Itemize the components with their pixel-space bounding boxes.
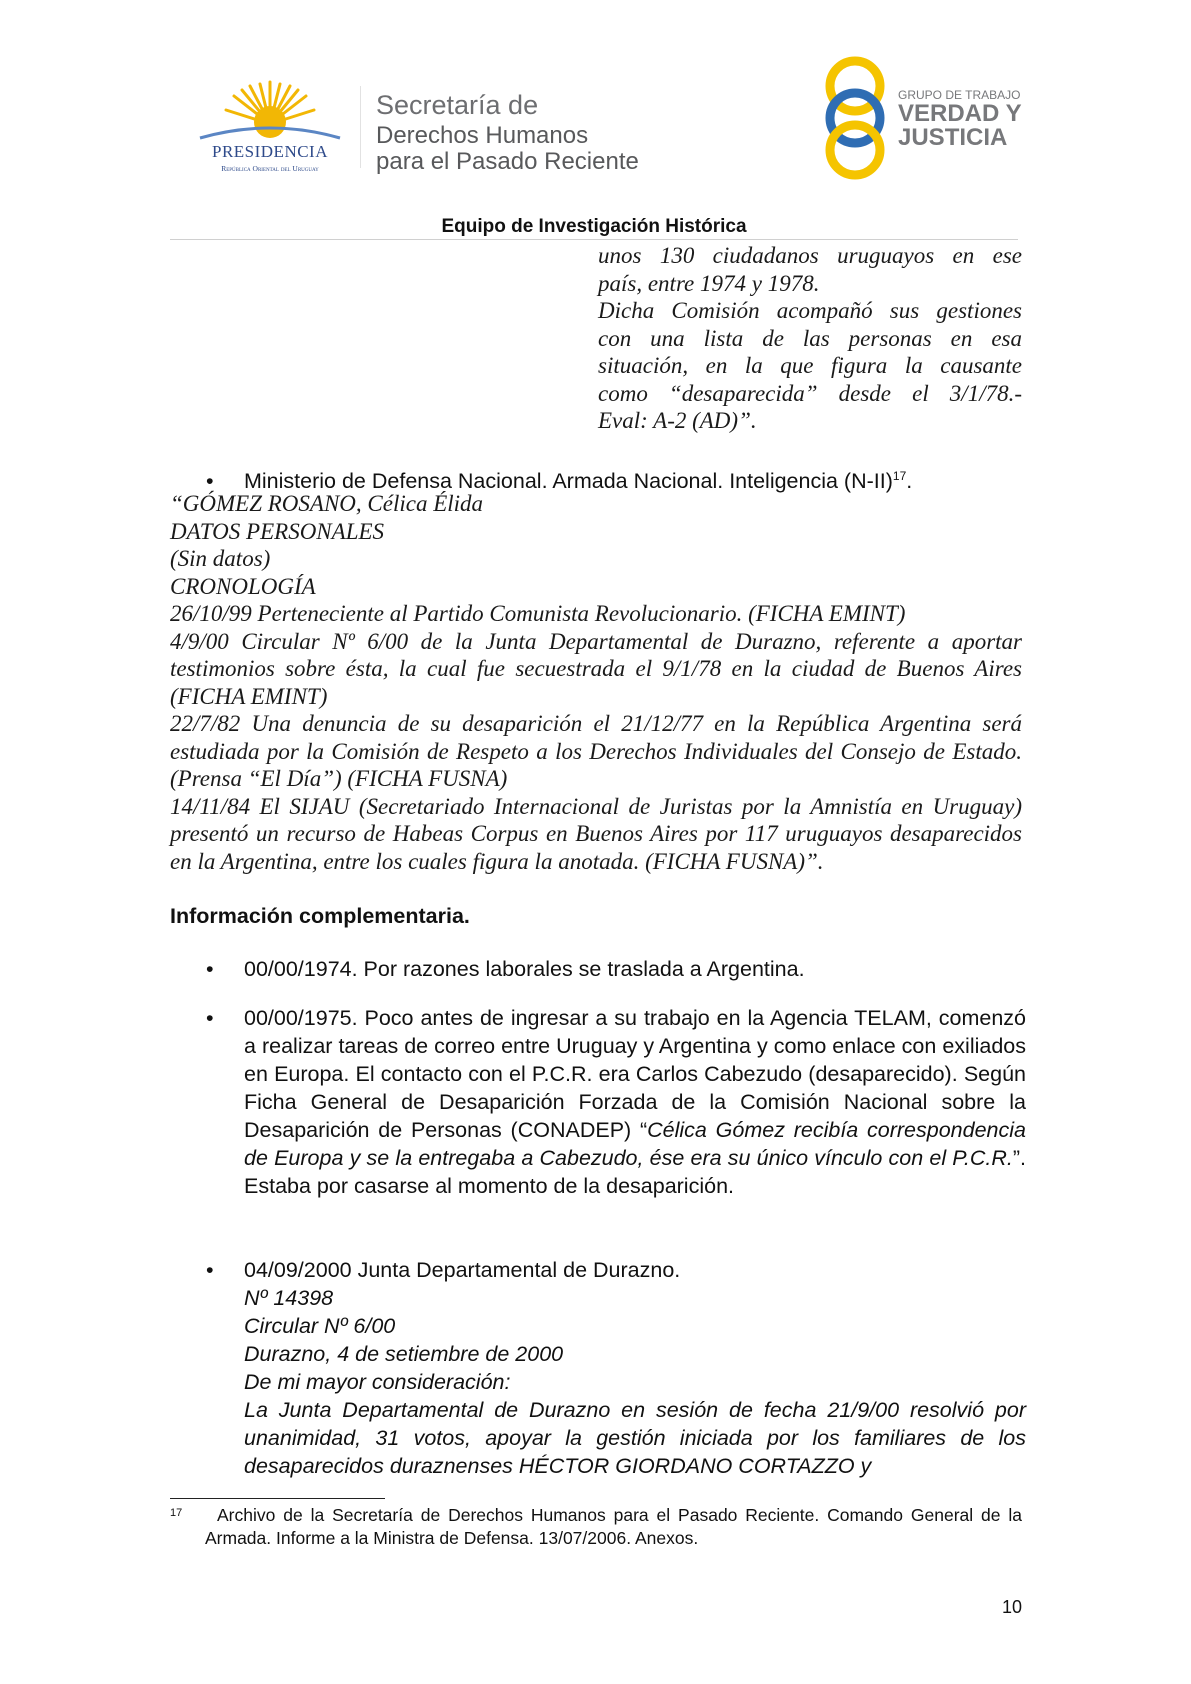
circular-line: Durazno, 4 de setiembre de 2000 — [244, 1342, 564, 1366]
circular-body: La Junta Departamental de Durazno en sesión de fecha 21/9/00 resolvió por unanimidad, 31 votos, apoyar la gestión iniciada por los familiares de los desaparecidos duraznenses HÉCTOR GIORDANO CORTAZZO y — [244, 1398, 1026, 1478]
circular-line: Circular Nº 6/00 — [244, 1314, 396, 1338]
complementaria-heading: Información complementaria. — [170, 904, 470, 928]
circular-line: Nº 14398 — [244, 1286, 334, 1310]
cronologia-entry: 4/9/00 Circular Nº 6/00 de la Junta Departamental de Durazno, referente a aportar testimonios sobre ésta, la cual fue secuestrada el 9/1/78 en la ciudad de Buenos Aires (FICHA EMINT) — [170, 628, 1022, 709]
quote-line: Eval: A-2 (AD)”. — [598, 408, 757, 433]
secretaria-line-3: para el Pasado Reciente — [376, 148, 639, 175]
ficha-name: “GÓMEZ ROSANO, Célica Élida — [170, 491, 484, 516]
team-title: Equipo de Investigación Histórica — [441, 216, 747, 237]
logo-divider — [360, 86, 361, 168]
item-content — [244, 1256, 1026, 1480]
secretaria-line-2: Derechos Humanos — [376, 122, 589, 149]
footnote-number: 17 — [170, 1507, 183, 1519]
gtvj-line-1: GRUPO DE TRABAJO — [898, 88, 1021, 102]
gtvj-logo — [820, 56, 1040, 186]
cronologia-heading: CRONOLOGÍA — [170, 573, 316, 599]
secretaria-line-1: Secretaría de — [376, 90, 539, 120]
item-text: 00/00/1975. Poco antes de ingresar a su trabajo en la Agencia TELAM, comenzó a realizar tareas de correo entre Uruguay y Argentina y como enlace con exiliados en Europa. El contacto con el P.C.R. era Carlos Cabezudo (desaparecido). Según Ficha General de Desaparición Forzada de la Comisión Nacional sobre la Desaparición de Personas (CONADEP) “Célica Gómez recibía correspondencia de Europa y se la entregaba a Cabezudo, ése era su único vínculo con el P.C.R.”. Estaba por casarse al momento de la desaparición. — [244, 1006, 1026, 1198]
secretaria-logo — [376, 90, 696, 180]
bullet: • — [206, 469, 214, 494]
footnote — [170, 1504, 1022, 1550]
ficha-block — [170, 490, 1022, 875]
sin-datos: (Sin datos) — [170, 546, 271, 571]
footnote-text: Archivo de la Secretaría de Derechos Humanos para el Pasado Reciente. Comando General de la Armada. Informe a la Ministra de Defensa. 13/07/2006. Anexos. — [205, 1505, 1022, 1548]
presidencia-logo — [190, 78, 350, 178]
datos-heading: DATOS PERSONALES — [170, 518, 385, 544]
bullet: • — [206, 1258, 214, 1282]
gtvj-line-3: JUSTICIA — [898, 124, 1008, 151]
presidencia-title: PRESIDENCIA — [211, 142, 328, 161]
page-number: 10 — [1001, 1597, 1022, 1617]
gtvj-line-2: VERDAD Y — [898, 100, 1022, 127]
item-text: 00/00/1974. Por razones laborales se traslada a Argentina. — [244, 957, 805, 981]
circular-line: De mi mayor consideración: — [244, 1370, 511, 1394]
bullet: • — [206, 1006, 214, 1030]
quote-line: país, entre 1974 y 1978. — [598, 270, 820, 296]
cronologia-entry: 14/11/84 El SIJAU (Secretariado Internacional de Juristas por la Amnistía en Uruguay) presentó un recurso de Habeas Corpus en Buenos Aires por 117 uruguayos desaparecidos en la Argentina, entre los cuales figura la anotada. (FICHA FUSNA)”. — [170, 793, 1022, 874]
cronologia-entry: 26/10/99 Perteneciente al Partido Comunista Revolucionario. (FICHA EMINT) — [170, 601, 906, 626]
bullet: • — [206, 957, 214, 981]
list-item — [206, 1256, 1026, 1480]
header-rule — [170, 239, 1018, 240]
footnote-ref[interactable]: 17 — [892, 469, 907, 483]
quote-line: como “desaparecida” desde el 3/1/78.- — [598, 380, 1022, 406]
ministerio-item: • Ministerio de Defensa Nacional. Armada Nacional. Inteligencia $(N-II)^{17}$. — [206, 469, 913, 494]
list-item — [206, 1004, 1026, 1200]
footnote-rule — [170, 1498, 385, 1499]
ministerio-text: Ministerio de Defensa Nacional. Armada Nacional. Inteligencia (N-II) — [244, 469, 893, 494]
quote-line: situación, en la que figura la causante — [598, 353, 1022, 378]
cronologia-entry: 22/7/82 Una denuncia de su desaparición el 21/12/77 en la República Argentina será estudiada por la Comisión de Respeto a los Derechos Individuales del Consejo de Estado. (Prensa “El Día”) (FICHA FUSNA) — [170, 711, 1022, 791]
quote-line: Dicha Comisión acompañó sus gestiones — [598, 298, 1022, 323]
item-title: 04/09/2000 Junta Departamental de Durazno. — [244, 1258, 681, 1282]
quote-continuation — [598, 242, 1022, 435]
quote-line: con una lista de las personas en esa — [598, 325, 1022, 351]
interlocked-rings-icon — [820, 56, 890, 181]
conadep-quote: Célica Gómez recibía correspondencia de Europa y se la entregaba a Cabezudo, ése era su único vínculo con el P.C.R. — [244, 1118, 1026, 1170]
sun-of-may-icon — [190, 78, 350, 142]
quote-line: unos 130 ciudadanos uruguayos en ese — [598, 243, 1022, 268]
list-item — [206, 955, 1026, 983]
presidencia-subtitle: República Oriental del Uruguay — [221, 164, 319, 173]
